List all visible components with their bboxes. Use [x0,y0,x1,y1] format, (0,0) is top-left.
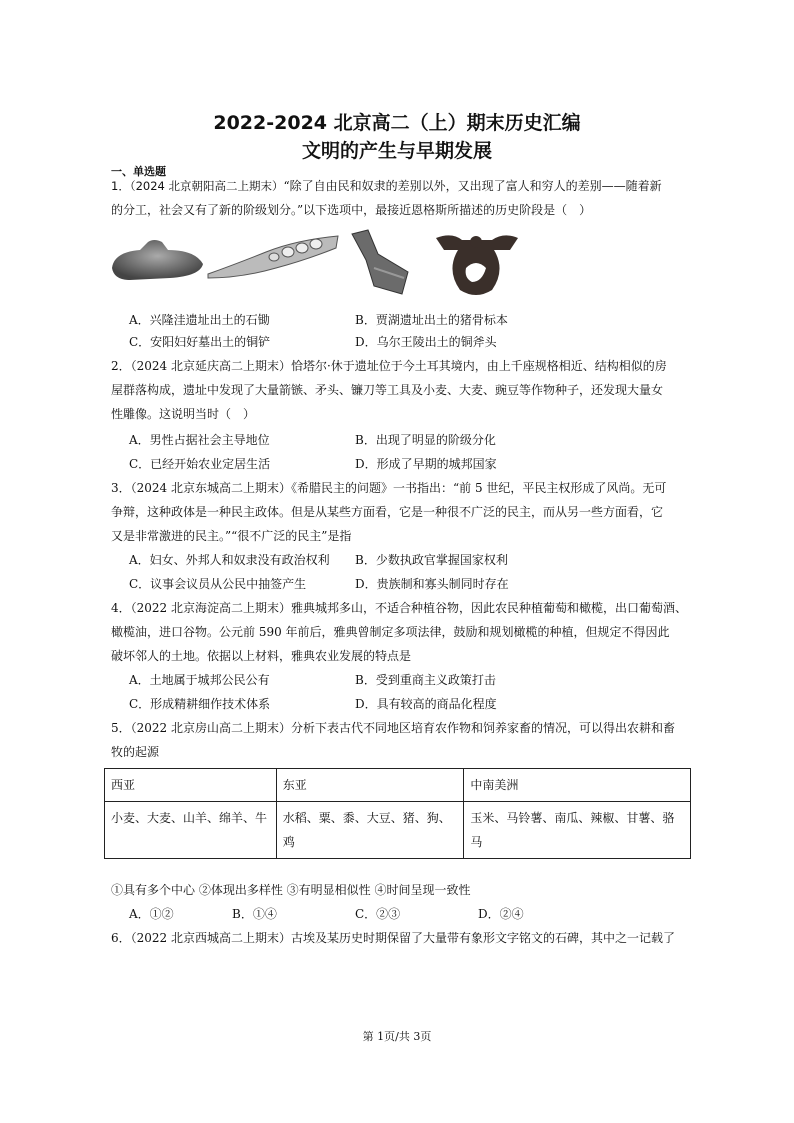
q4-option-d[interactable]: D．具有较高的商品化程度 [355,697,497,711]
section-heading: 一、单选题 [111,165,166,178]
q3-option-d[interactable]: D．贵族制和寡头制同时存在 [355,577,509,591]
question-4: 4．（2022 北京海淀高二上期末）雅典城邦多山，不适合种植谷物，因此农民种植葡萄和橄榄，出口葡萄酒、 橄榄油，进口谷物。公元前 590 年前后，雅典曾制定多项法律，鼓励和规划橄榄的种植，但规定不得因此 破坏邻人的土地。依据以上材料，雅典农业发展的特点是 [111,601,687,663]
q2-option-b[interactable]: B．出现了明显的阶级分化 [355,433,496,447]
table-header-east-asia: 东亚 [276,769,464,802]
q5-option-d[interactable]: D．②④ [478,907,524,921]
question-2: 2．（2024 北京延庆高二上期末）恰塔尔·休于遗址位于今土耳其境内，由上千座规格相近、结构相似的房 屋群落构成，遗址中发现了大量箭镞、矛头、镰刀等工具及小麦、大麦、豌豆等作物种子，还发现大量女 性雕像。这说明当时（ ） [111,359,667,421]
bronze-shovel-image [346,228,426,298]
bronze-axe-image [432,230,522,298]
q4-option-b[interactable]: B．受到重商主义政策打击 [355,673,496,687]
q5-option-c[interactable]: C．②③ [355,907,401,921]
table-header-central-south-america: 中南美洲 [464,769,691,802]
document-title-line2: 文明的产生与早期发展 [301,140,492,162]
q3-option-a[interactable]: A．妇女、外邦人和奴隶没有政治权利 [129,553,330,567]
pig-bone-image [206,230,341,285]
crop-livestock-table [104,768,691,859]
table-cell: 玉米、马铃薯、南瓜、辣椒、甘薯、骆马 [464,802,691,859]
q2-option-c[interactable]: C．已经开始农业定居生活 [129,457,271,471]
table-cell: 水稻、粟、黍、大豆、猪、狗、鸡 [276,802,464,859]
q5-option-b[interactable]: B．①④ [232,907,277,921]
q3-option-c[interactable]: C．议事会议员从公民中抽签产生 [129,577,307,591]
page-footer: 第 1页/共 3页 [362,1030,432,1043]
question-1: 1．（2024 北京朝阳高二上期末）“除了自由民和奴隶的差别以外，又出现了富人和穷人的差别——随着新 的分工，社会又有了新的阶级划分。”以下选项中，最接近恩格斯所描述的历史阶段是（ ） [111,179,662,217]
table-cell: 小麦、大麦、山羊、绵羊、牛 [105,802,277,859]
q2-option-a[interactable]: A．男性占据社会主导地位 [129,433,270,447]
q5-statements: ①具有多个中心 ②体现出多样性 ③有明显相似性 ④时间呈现一致性 [111,883,471,897]
stone-hoe-image [110,230,205,285]
q2-option-d[interactable]: D．形成了早期的城邦国家 [355,457,497,471]
table-header-west-asia: 西亚 [105,769,277,802]
q1-option-a[interactable]: A．兴隆洼遗址出土的石锄 [129,313,270,327]
q1-option-c[interactable]: C．安阳妇好墓出土的铜铲 [129,335,271,349]
q1-option-d[interactable]: D．乌尔王陵出土的铜斧头 [355,335,497,349]
q4-option-c[interactable]: C．形成精耕细作技术体系 [129,697,271,711]
q4-option-a[interactable]: A．土地属于城邦公民公有 [129,673,270,687]
question-5: 5．（2022 北京房山高二上期末）分析下表古代不同地区培育农作物和饲养家畜的情况，可以得出农耕和畜 牧的起源 [111,721,675,759]
q5-option-a[interactable]: A．①② [129,907,174,921]
question-3: 3．（2024 北京东城高二上期末）《希腊民主的问题》一书指出：“前 5 世纪，平民主权形成了风尚。无可 争辩，这种政体是一种民主政体。但是从某些方面看，它是一种很不广泛的民主，而从另一些方面看，它 又是非常激进的民主。”“很不广泛的民主”是指 [111,481,667,543]
question-6: 6．（2022 北京西城高二上期末）古埃及某历史时期保留了大量带有象形文字铭文的石碑，其中之一记载了 [111,931,675,945]
q3-option-b[interactable]: B．少数执政官掌握国家权利 [355,553,508,567]
document-title-line1: 2022-2024 北京高二（上）期末历史汇编 [213,112,581,134]
q1-option-b[interactable]: B．贾湖遗址出土的猪骨标本 [355,313,508,327]
